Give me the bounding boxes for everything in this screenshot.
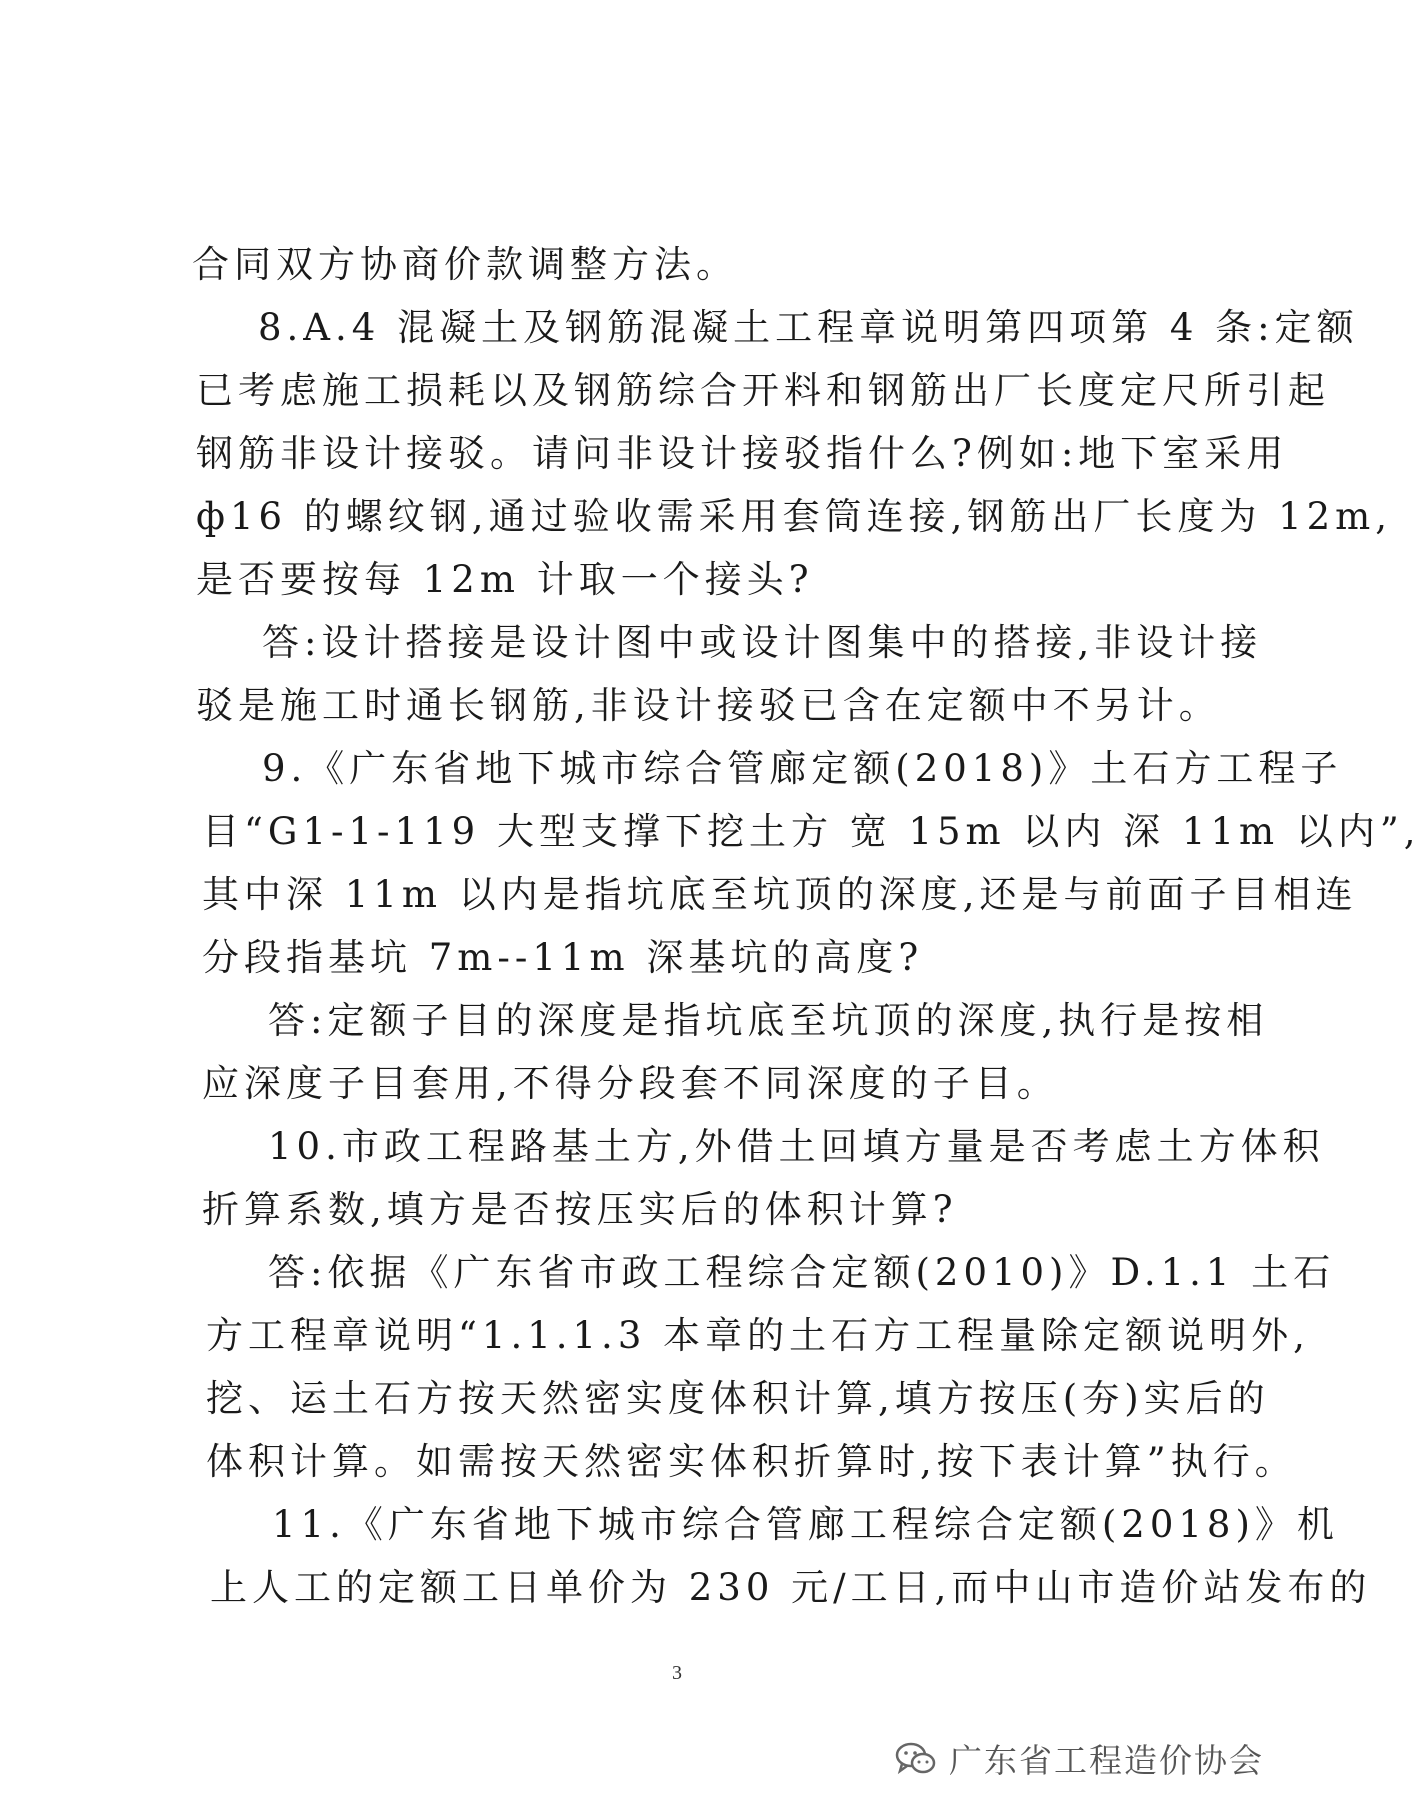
watermark [895,1735,1264,1782]
wechat-icon [895,1741,937,1777]
text-line: 应深度子目套用,不得分段套不同深度的子目。 [202,1062,1059,1105]
text-line: 驳是施工时通长钢筋,非设计接驳已含在定额中不另计。 [196,684,1221,727]
text-line: 合同双方协商价款调整方法。 [192,243,738,286]
text-line: 11.《广东省地下城市综合管廊工程综合定额(2018)》机 [272,1503,1339,1546]
text-line: 挖、运土石方按天然密实度体积计算,填方按压(夯)实后的 [206,1377,1270,1420]
text-line: 10.市政工程路基土方,外借土回填方量是否考虑土方体积 [268,1125,1325,1168]
text-line: ф16 的螺纹钢,通过验收需采用套筒连接,钢筋出厂长度为 12m, [196,495,1393,538]
text-line: 其中深 11m 以内是指坑底至坑顶的深度,还是与前面子目相连 [202,873,1358,916]
text-line: 答:依据《广东省市政工程综合定额(2010)》D.1.1 土石 [268,1251,1336,1294]
text-line: 分段指基坑 7m--11m 深基坑的高度? [202,936,924,979]
text-line: 体积计算。如需按天然密实体积折算时,按下表计算”执行。 [206,1440,1297,1483]
text-line: 答:定额子目的深度是指坑底至坑顶的深度,执行是按相 [268,999,1269,1042]
text-line: 答:设计搭接是设计图中或设计图集中的搭接,非设计接 [262,621,1263,664]
text-line: 钢筋非设计接驳。请问非设计接驳指什么?例如:地下室采用 [196,432,1289,475]
text-line: 折算系数,填方是否按压实后的体积计算? [202,1188,958,1231]
page-number: 3 [672,1662,682,1684]
text-line: 9.《广东省地下城市综合管廊定额(2018)》土石方工程子 [262,747,1343,790]
text-line: 上人工的定额工日单价为 230 元/工日,而中山市造价站发布的 [210,1566,1372,1609]
text-line: 方工程章说明“1.1.1.3 本章的土石方工程量除定额说明外, [206,1314,1310,1357]
text-line: 目“G1-1-119 大型支撑下挖土方 宽 15m 以内 深 11m 以内”, [202,810,1421,853]
text-line: 是否要按每 12m 计取一个接头? [196,558,814,601]
watermark-text: 广东省工程造价协会 [949,1741,1264,1780]
text-line: 8.A.4 混凝土及钢筋混凝土工程章说明第四项第 4 条:定额 [258,306,1359,349]
text-line: 已考虑施工损耗以及钢筋综合开料和钢筋出厂长度定尺所引起 [196,369,1330,412]
